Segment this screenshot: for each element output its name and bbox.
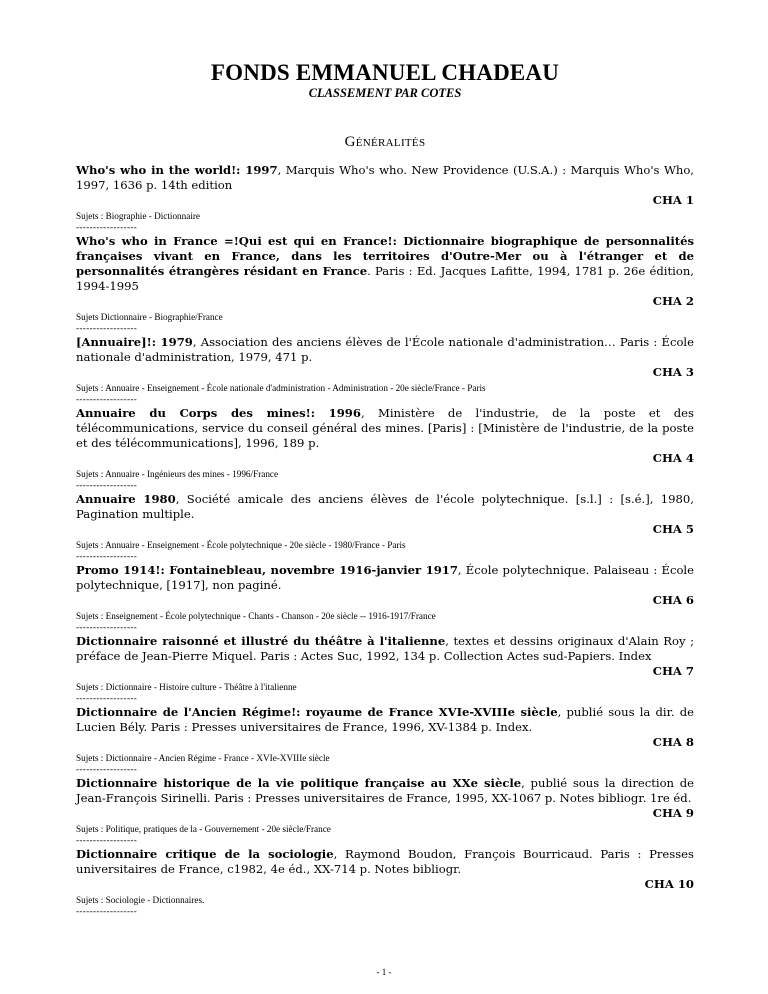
entry-body: . Paris : Ed. Jacques Lafitte, 1994, 1781 p. 26e édition, 1994-1995 (76, 264, 694, 293)
entry-separator: ------------------ (76, 693, 138, 703)
catalog-entry (76, 492, 694, 561)
entry-subjects: Sujets Dictionnaire - Biographie/France (76, 312, 223, 322)
entry-title: Dictionnaire critique de la sociologie (76, 847, 334, 861)
entry-subjects: Sujets : Annuaire - Enseignement - École nationale d'administration - Administration - 20e siècle/France - Paris (76, 383, 486, 393)
entry-separator: ------------------ (76, 906, 138, 916)
entry-text (76, 776, 694, 806)
entry-text (76, 705, 694, 735)
entry-cote: CHA 6 (652, 593, 694, 607)
entry-cote: CHA 8 (652, 735, 694, 749)
entry-text (76, 163, 694, 193)
entry-cote: CHA 4 (652, 451, 694, 465)
entry-text (76, 335, 694, 365)
entry-subjects: Sujets : Annuaire - Ingénieurs des mines - 1996/France (76, 469, 279, 479)
page-number: - 1 - (376, 967, 392, 977)
entry-text (76, 492, 694, 522)
entry-text (76, 406, 694, 451)
entry-separator: ------------------ (76, 480, 138, 490)
entry-body: , Ministère de l'industrie, de la poste et des télécommunications, service du conseil général des mines. [Paris] : [Ministère de l'industrie, de la poste et des télécommunications], 1996, 189 p. (76, 406, 694, 450)
catalog-entry (76, 847, 694, 916)
entry-body: , École polytechnique. Palaiseau : École polytechnique, [1917], non paginé. (76, 563, 694, 592)
document-title: FONDS EMMANUEL CHADEAU (210, 60, 560, 85)
catalog-entry (76, 705, 694, 774)
entry-separator: ------------------ (76, 551, 138, 561)
entry-cote: CHA 2 (652, 294, 694, 308)
section-heading-initial: G (344, 134, 356, 150)
entry-title: Who's who in the world!: 1997 (76, 163, 278, 177)
catalog-entry (76, 406, 694, 490)
entry-separator: ------------------ (76, 394, 138, 404)
catalog-entry (76, 634, 694, 703)
entry-title: Promo 1914!: Fontainebleau, novembre 1916-janvier 1917 (76, 563, 458, 577)
catalog-entry (76, 563, 694, 632)
entry-cote: CHA 10 (644, 877, 694, 891)
entry-body: , textes et dessins originaux d'Alain Roy ; préface de Jean-Pierre Miquel. Paris : Actes Suc, 1992, 134 p. Collection Actes sud-Papiers. Index (76, 634, 694, 663)
entry-cote: CHA 9 (652, 806, 694, 820)
document-page (76, 60, 694, 918)
entry-subjects: Sujets : Dictionnaire - Histoire culture - Théâtre à l'italienne (76, 682, 297, 692)
entry-subjects: Sujets : Dictionnaire - Ancien Régime - France - XVIe-XVIIIe siècle (76, 753, 330, 763)
entry-title: Annuaire 1980 (76, 492, 176, 506)
entry-text (76, 634, 694, 664)
entry-subjects: Sujets : Sociologie - Dictionnaires. (76, 895, 205, 905)
document-subtitle: CLASSEMENT PAR COTES (308, 86, 462, 100)
entry-title: [Annuaire]!: 1979 (76, 335, 193, 349)
entry-subjects: Sujets : Enseignement - École polytechnique - Chants - Chanson - 20e siècle -- 1916-1917/France (76, 611, 436, 621)
entry-subjects: Sujets : Biographie - Dictionnaire (76, 211, 201, 221)
entry-separator: ------------------ (76, 222, 138, 232)
entry-cote: CHA 7 (652, 664, 694, 678)
section-heading (76, 134, 694, 151)
catalog-entry (76, 776, 694, 845)
entry-title: Dictionnaire historique de la vie politique française au XXe siècle (76, 776, 522, 790)
entry-cote: CHA 5 (652, 522, 694, 536)
entry-body: , Raymond Boudon, François Bourricaud. Paris : Presses universitaires de France, c1982, 4e éd., XX-714 p. Notes bibliogr. (76, 847, 694, 876)
entry-separator: ------------------ (76, 764, 138, 774)
entry-list (76, 163, 694, 916)
entry-body: , Société amicale des anciens élèves de l'école polytechnique. [s.l.] : [s.é.], 1980, Pagination multiple. (76, 492, 694, 521)
entry-body: , Association des anciens élèves de l'École nationale d'administration… Paris : École nationale d'administration, 1979, 471 p. (76, 335, 694, 364)
entry-cote: CHA 1 (652, 193, 694, 207)
entry-title: Dictionnaire de l'Ancien Régime!: royaume de France XVIe-XVIIIe siècle (76, 705, 558, 719)
entry-text (76, 234, 694, 294)
entry-body: , publié sous la direction de Jean-François Sirinelli. Paris : Presses universitaires de France, 1995, XX-1067 p. Notes bibliogr. 1re éd. (76, 776, 695, 805)
entry-text (76, 563, 694, 593)
entry-subjects: Sujets : Politique, pratiques de la - Gouvernement - 20e siècle/France (76, 824, 331, 834)
entry-separator: ------------------ (76, 835, 138, 845)
entry-subjects: Sujets : Annuaire - Enseignement - École polytechnique - 20e siècle - 1980/France - Paris (76, 540, 406, 550)
catalog-entry (76, 335, 694, 404)
entry-cote: CHA 3 (652, 365, 694, 379)
catalog-entry (76, 163, 694, 232)
entry-body: , Marquis Who's who. New Providence (U.S.A.) : Marquis Who's Who, 1997, 1636 p. 14th edition (76, 163, 694, 192)
entry-body: , publié sous la dir. de Lucien Bély. Paris : Presses universitaires de France, 1996, XV-1384 p. Index. (76, 705, 694, 734)
entry-text (76, 847, 694, 877)
entry-title: Annuaire du Corps des mines!: 1996 (76, 406, 361, 420)
section-heading-rest: ÉNÉRALITÉS (355, 137, 426, 149)
catalog-entry (76, 234, 694, 333)
entry-title: Who's who in France =!Qui est qui en France!: Dictionnaire biographique de personnalités françaises vivant en France, dans les territoires d'Outre-Mer ou à l'étranger et de personnalités étrangères résidant en France (76, 234, 694, 278)
entry-separator: ------------------ (76, 323, 138, 333)
entry-title: Dictionnaire raisonné et illustré du théâtre à l'italienne (76, 634, 446, 648)
entry-separator: ------------------ (76, 622, 138, 632)
